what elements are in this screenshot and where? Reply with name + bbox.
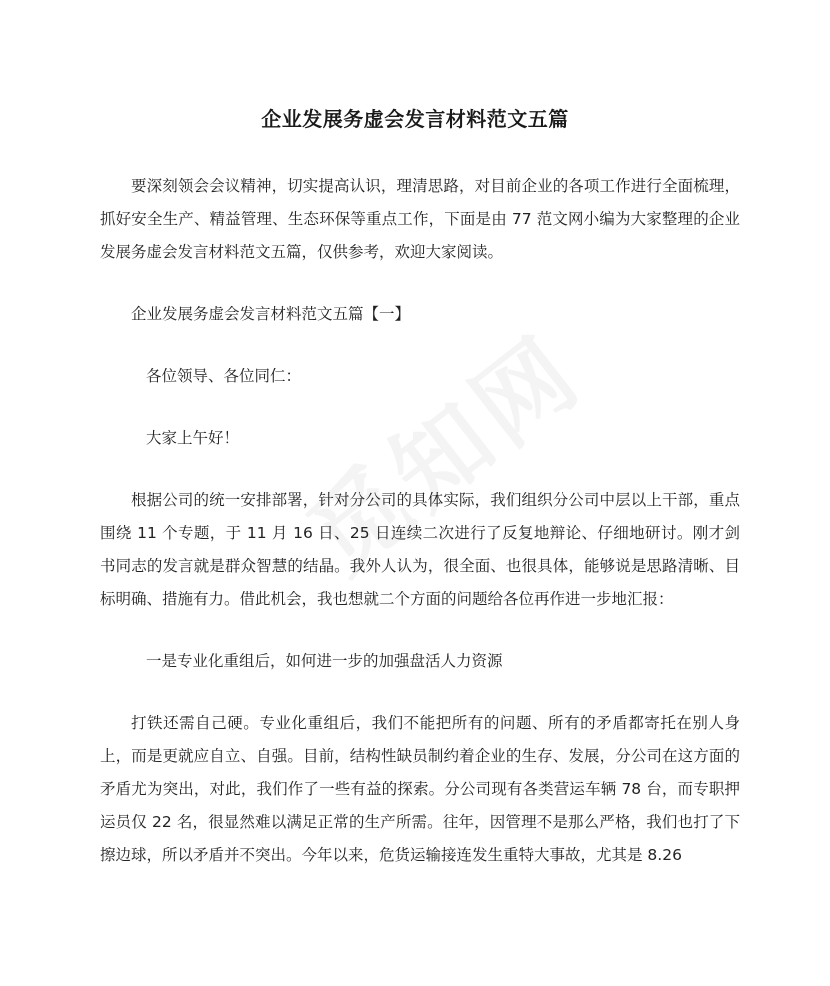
body-paragraph-2: 打铁还需自己硬。专业化重组后，我们不能把所有的问题、所有的矛盾都寄托在别人身上，而是更就应自立、自强。目前，结构性缺员制约着企业的生存、发展，分公司在这方面的矛盾尤为突出，对此，我们作了一些有益的探索。分公司现有各类营运车辆 78 台，而专职押运员仅 22 名，很显然难以满足正常的生产所需。往年，因管理不是那么严格，我们也打了下擦边球，所以矛盾并不突出。今年以来，危货运输接连发生重特大事故，尤其是 8.26 — [100, 714, 740, 864]
intro-paragraph: 要深刻领会会议精神，切实提高认识，理清思路，对目前企业的各项工作进行全面梳理，抓好安全生产、精益管理、生态环保等重点工作，下面是由 77 范文网小编为大家整理的企业发展务虚会发言材料范文五篇，仅供参考，欢迎大家阅读。 — [100, 177, 740, 261]
point-heading-1: 一是专业化重组后，如何进一步的加强盘活人力资源 — [146, 652, 503, 670]
body-paragraph-1: 根据公司的统一安排部署，针对分公司的具体实际，我们组织分公司中层以上干部，重点围绕 11 个专题，于 11 月 16 日、25 日连续二次进行了反复地辩论、仔细地研讨。刚才剑书同志的发言就是群众智慧的结晶。我外人认为，很全面、也很具体，能够说是思路清晰、目标明确、措施有力。借此机会，我也想就二个方面的问题给各位再作进一步地汇报： — [100, 491, 740, 608]
salutation: 各位领导、各位同仁： — [146, 367, 302, 385]
section-heading: 企业发展务虚会发言材料范文五篇【一】 — [131, 305, 411, 323]
document-title: 企业发展务虚会发言材料范文五篇 — [261, 107, 569, 131]
greeting: 大家上午好！ — [146, 429, 240, 447]
document-body — [100, 170, 740, 901]
